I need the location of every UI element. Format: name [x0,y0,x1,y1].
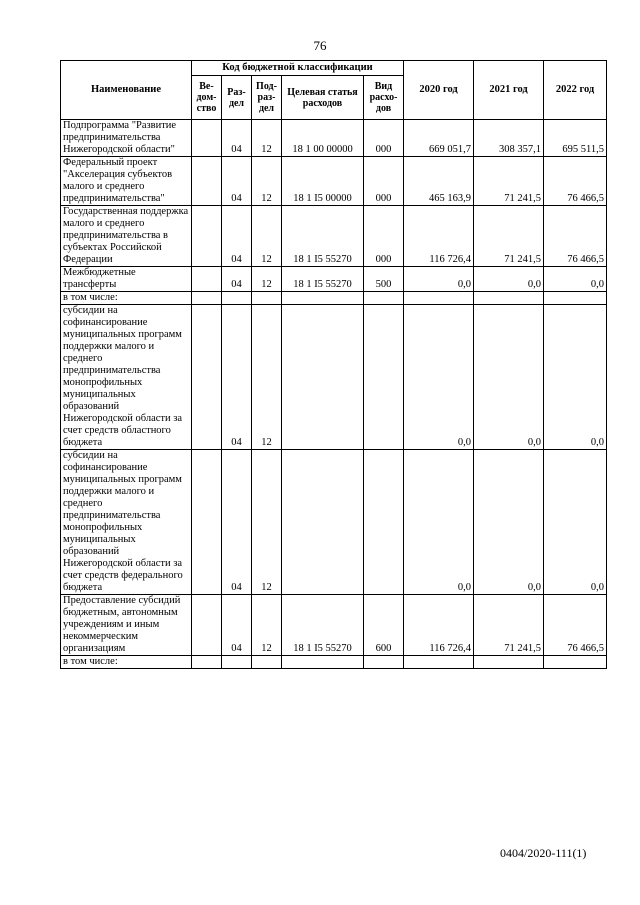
row-vid: 600 [364,595,404,656]
row-celevaya: 18 1 I5 00000 [282,157,364,206]
document-code: 0404/2020-111(1) [500,846,587,860]
row-name: Подпрограмма "Развитие предпринимательства Нижегородской области" [61,120,192,157]
row-razdel [222,292,252,305]
row-2020: 116 726,4 [404,595,474,656]
row-2020: 116 726,4 [404,206,474,267]
row-vedomstvo [192,206,222,267]
row-2020: 0,0 [404,267,474,292]
table-row [61,120,607,157]
row-2020: 0,0 [404,450,474,595]
table-row [61,305,607,450]
row-name: Федеральный проект "Акселерация субъектов малого и среднего предпринимательства" [61,157,192,206]
row-celevaya: 18 1 I5 55270 [282,595,364,656]
row-podrazdel: 12 [252,120,282,157]
row-vedomstvo [192,120,222,157]
row-celevaya [282,450,364,595]
header-vid-rashodov: Вид расхо- дов [364,76,404,120]
row-razdel: 04 [222,595,252,656]
row-2022 [544,292,607,305]
row-vedomstvo [192,267,222,292]
header-2021: 2021 год [474,61,544,120]
row-podrazdel: 12 [252,206,282,267]
row-2022: 76 466,5 [544,157,607,206]
row-razdel [222,656,252,669]
row-2021: 0,0 [474,450,544,595]
row-name: Межбюджетные трансферты [61,267,192,292]
row-2022: 76 466,5 [544,206,607,267]
row-name: субсидии на софинансирование муниципальных программ поддержки малого и среднего предпринимательства монопрофильных муниципальных образований Нижегородской области за счет средств федерального бюджета [61,450,192,595]
row-podrazdel [252,292,282,305]
row-2020: 0,0 [404,305,474,450]
header-row-top [61,61,607,76]
row-2022: 0,0 [544,450,607,595]
row-2021: 308 357,1 [474,120,544,157]
row-name: Государственная поддержка малого и среднего предпринимательства в субъектах Российской Федерации [61,206,192,267]
row-razdel: 04 [222,450,252,595]
row-2022: 0,0 [544,305,607,450]
row-razdel: 04 [222,206,252,267]
row-2021: 71 241,5 [474,595,544,656]
row-2020 [404,292,474,305]
row-vedomstvo [192,450,222,595]
row-podrazdel: 12 [252,305,282,450]
row-vedomstvo [192,157,222,206]
row-name: субсидии на софинансирование муниципальных программ поддержки малого и среднего предпринимательства монопрофильных муниципальных образований Нижегородской области за счет средств областного бюджета [61,305,192,450]
row-celevaya: 18 1 00 00000 [282,120,364,157]
header-celevaya-statya: Целевая статья расходов [282,76,364,120]
table-row [61,292,607,305]
row-podrazdel [252,656,282,669]
row-razdel: 04 [222,267,252,292]
header-name: Наименование [61,61,192,120]
header-vedomstvo: Ве- дом- ство [192,76,222,120]
row-vedomstvo [192,292,222,305]
row-2022: 0,0 [544,267,607,292]
row-vedomstvo [192,595,222,656]
header-classification-group: Код бюджетной классификации [192,61,404,76]
row-vid: 000 [364,206,404,267]
table-row [61,595,607,656]
row-podrazdel: 12 [252,267,282,292]
table-row [61,157,607,206]
row-vid: 500 [364,267,404,292]
row-2022: 695 511,5 [544,120,607,157]
row-2022 [544,656,607,669]
row-2021: 0,0 [474,305,544,450]
row-2021: 71 241,5 [474,157,544,206]
row-celevaya [282,305,364,450]
table-row [61,206,607,267]
row-2020 [404,656,474,669]
row-razdel: 04 [222,120,252,157]
page-number: 76 [313,38,327,53]
table-row [61,656,607,669]
row-name: Предоставление субсидий бюджетным, автономным учреждениям и иным некоммерческим организациям [61,595,192,656]
row-2021 [474,292,544,305]
row-celevaya: 18 1 I5 55270 [282,267,364,292]
table-row [61,450,607,595]
budget-table [60,60,607,669]
row-vid [364,450,404,595]
row-razdel: 04 [222,305,252,450]
row-name: в том числе: [61,292,192,305]
header-podrazdel: Под- раз- дел [252,76,282,120]
row-vid [364,305,404,450]
table-row [61,267,607,292]
row-vedomstvo [192,305,222,450]
row-podrazdel: 12 [252,450,282,595]
row-vid [364,292,404,305]
row-2020: 669 051,7 [404,120,474,157]
header-2022: 2022 год [544,61,607,120]
row-2020: 465 163,9 [404,157,474,206]
row-vid: 000 [364,157,404,206]
row-celevaya: 18 1 I5 55270 [282,206,364,267]
row-podrazdel: 12 [252,595,282,656]
row-2021: 71 241,5 [474,206,544,267]
row-celevaya [282,656,364,669]
header-2020: 2020 год [404,61,474,120]
row-podrazdel: 12 [252,157,282,206]
row-vid [364,656,404,669]
row-2021: 0,0 [474,267,544,292]
header-razdel: Раз- дел [222,76,252,120]
row-vedomstvo [192,656,222,669]
row-name: в том числе: [61,656,192,669]
row-celevaya [282,292,364,305]
row-2021 [474,656,544,669]
row-vid: 000 [364,120,404,157]
row-razdel: 04 [222,157,252,206]
row-2022: 76 466,5 [544,595,607,656]
